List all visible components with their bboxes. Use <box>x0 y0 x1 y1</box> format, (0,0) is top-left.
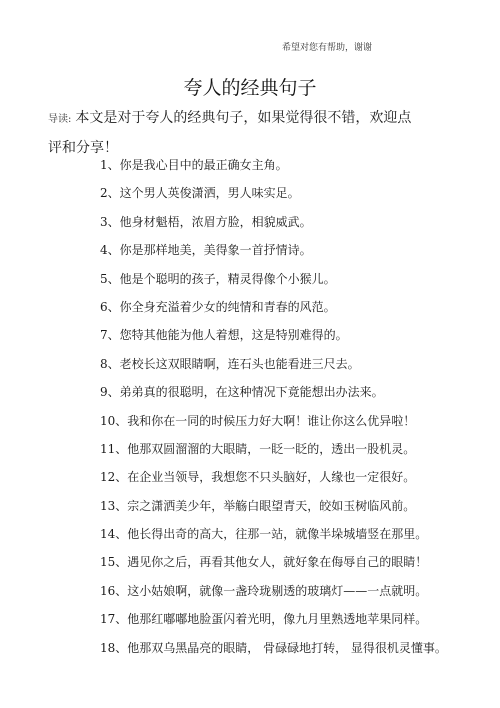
list-item: 18、他那双乌黑晶亮的眼睛， 骨碌碌地打转， 显得很机灵懂事。 <box>100 640 447 655</box>
list-item: 2、这个男人英俊潇洒，男人味实足。 <box>100 186 300 201</box>
list-item: 7、您特其他能为他人着想，这是特别难得的。 <box>100 328 348 343</box>
list-item: 8、老校长这双眼睛啊，连石头也能看进三尺去。 <box>100 356 360 371</box>
intro-text-1: 本文是对于夸人的经典句子，如果觉得很不错，欢迎点 <box>75 110 412 126</box>
header-note: 希望对您有帮助，谢谢 <box>282 43 373 53</box>
list-item: 17、他那红嘟嘟地脸蛋闪着光明，像九月里熟透地苹果同样。 <box>100 612 428 627</box>
page-title: 夸人的经典句子 <box>183 77 317 99</box>
intro-line-1 <box>48 104 448 134</box>
list-item: 15、遇见你之后，再看其他女人，就好象在侮辱自己的眼睛！ <box>100 555 428 570</box>
list-item: 16、这小姑娘啊，就像一盏玲珑剔透的玻璃灯——一点就明。 <box>100 583 428 598</box>
list-item: 13、宗之潇洒美少年，举觞白眼望青天，皎如玉树临风前。 <box>100 498 416 513</box>
intro-label: 导读: <box>48 114 72 125</box>
intro-paragraph <box>48 104 448 163</box>
list-item: 4、你是那样地美，美得象一首抒情诗。 <box>100 243 312 258</box>
list-item: 1、你是我心目中的最正确女主角。 <box>100 158 288 172</box>
list-item: 12、在企业当领导，我想您不只头脑好，人缘也一定很好。 <box>100 470 416 485</box>
list-item: 3、他身材魁梧，浓眉方脸，相貌威武。 <box>100 214 312 229</box>
list-item: 11、他那双圆溜溜的大眼睛，一眨一眨的，透出一股机灵。 <box>100 441 416 456</box>
intro-line-2: 评和分享！ <box>48 140 118 156</box>
list-item: 5、他是个聪明的孩子，精灵得像个小猴儿。 <box>100 271 336 286</box>
list-item: 10、我和你在一同的时候压力好大啊！谁让你这么优异啦！ <box>100 413 416 428</box>
list-item: 6、你全身充溢着少女的纯情和青春的风范。 <box>100 299 336 314</box>
list-item: 9、弟弟真的很聪明，在这种情况下竟能想出办法来。 <box>100 385 384 400</box>
sentence-list <box>100 156 447 667</box>
list-item: 14、他长得出奇的高大，往那一站，就像半垛城墙竖在那里。 <box>100 527 428 542</box>
